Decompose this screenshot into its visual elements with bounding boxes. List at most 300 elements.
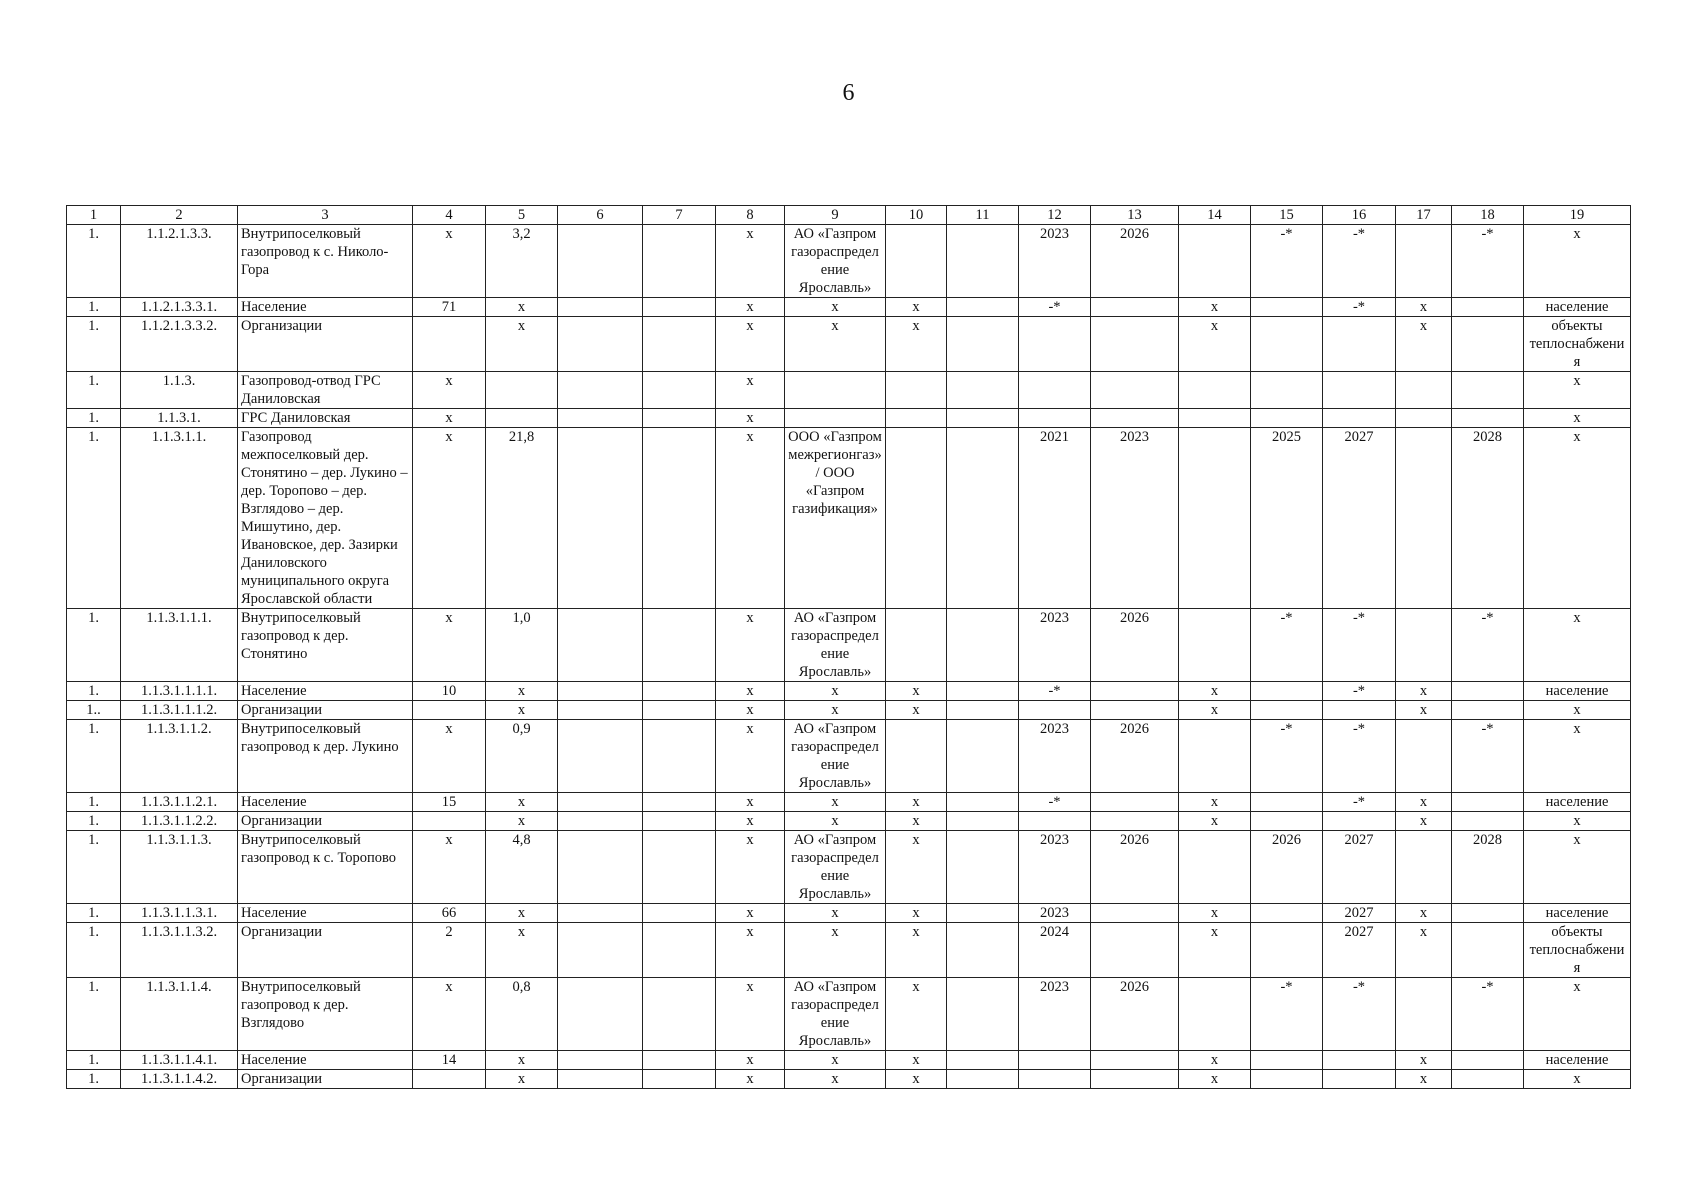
table-cell xyxy=(558,428,643,609)
table-cell: х xyxy=(413,409,486,428)
table-cell: Организации xyxy=(238,1070,413,1089)
table-cell: 2027 xyxy=(1323,923,1396,978)
column-number: 12 xyxy=(1019,206,1091,225)
table-cell: 1.1.3.1.1.3.2. xyxy=(121,923,238,978)
table-cell: Газопровод межпоселковый дер. Стонятино – дер. Лукино – дер. Торопово – дер. Взглядово – дер. Мишутино, дер. Ивановское, дер. Зазирки Даниловского муниципального округа Ярославской области xyxy=(238,428,413,609)
table-cell: 2023 xyxy=(1019,978,1091,1051)
column-number: 14 xyxy=(1179,206,1251,225)
table-row xyxy=(67,1051,1631,1070)
table-cell: 2023 xyxy=(1019,609,1091,682)
table-cell: х xyxy=(716,609,785,682)
column-number: 4 xyxy=(413,206,486,225)
table-cell xyxy=(1091,409,1179,428)
table-cell: х xyxy=(413,225,486,298)
table-cell: х xyxy=(886,701,947,720)
table-cell: 2026 xyxy=(1251,831,1323,904)
table-cell: 1.1.3.1.1.1. xyxy=(121,609,238,682)
table-row xyxy=(67,904,1631,923)
table-cell: х xyxy=(1524,720,1631,793)
table-cell: 2028 xyxy=(1452,831,1524,904)
table-cell: х xyxy=(486,682,558,701)
table-cell: х xyxy=(1396,298,1452,317)
table-cell: объекты теплоснабжения xyxy=(1524,923,1631,978)
table-cell: х xyxy=(1524,225,1631,298)
table-cell: х xyxy=(1396,812,1452,831)
table-row xyxy=(67,812,1631,831)
table-cell: -* xyxy=(1019,793,1091,812)
table-cell: 1. xyxy=(67,831,121,904)
table-cell: Внутрипоселковый газопровод к с. Николо-Гора xyxy=(238,225,413,298)
table-cell xyxy=(1396,978,1452,1051)
table-cell xyxy=(1396,831,1452,904)
gas-pipeline-table xyxy=(66,205,1631,1089)
table-cell: -* xyxy=(1452,609,1524,682)
table-cell: 1.1.3.1.1.1.1. xyxy=(121,682,238,701)
table-cell xyxy=(1251,372,1323,409)
table-cell: 1. xyxy=(67,682,121,701)
table-cell xyxy=(947,409,1019,428)
table-cell xyxy=(1452,298,1524,317)
column-number: 9 xyxy=(785,206,886,225)
table-cell xyxy=(558,609,643,682)
table-cell: х xyxy=(1524,978,1631,1051)
table-cell: 1.1.2.1.3.3.1. xyxy=(121,298,238,317)
table-row xyxy=(67,701,1631,720)
table-cell: х xyxy=(886,904,947,923)
table-cell: х xyxy=(716,793,785,812)
table-cell xyxy=(947,1070,1019,1089)
table-cell: -* xyxy=(1251,720,1323,793)
table-cell: х xyxy=(1396,923,1452,978)
table-cell xyxy=(947,372,1019,409)
table-cell xyxy=(413,701,486,720)
column-number: 16 xyxy=(1323,206,1396,225)
table-cell xyxy=(558,317,643,372)
table-cell: 2023 xyxy=(1019,225,1091,298)
table-row xyxy=(67,609,1631,682)
table-cell xyxy=(947,609,1019,682)
table-row xyxy=(67,978,1631,1051)
table-cell xyxy=(947,428,1019,609)
table-cell: х xyxy=(886,1051,947,1070)
table-cell xyxy=(1323,812,1396,831)
table-row xyxy=(67,720,1631,793)
table-row xyxy=(67,923,1631,978)
table-cell xyxy=(947,812,1019,831)
table-row xyxy=(67,409,1631,428)
table-cell: Организации xyxy=(238,701,413,720)
table-cell: 1. xyxy=(67,409,121,428)
table-cell: х xyxy=(785,1070,886,1089)
table-cell xyxy=(886,409,947,428)
table-cell: население xyxy=(1524,1051,1631,1070)
table-cell xyxy=(1396,225,1452,298)
table-cell: х xyxy=(716,720,785,793)
table-cell xyxy=(1323,317,1396,372)
table-cell: -* xyxy=(1251,225,1323,298)
table-cell xyxy=(947,923,1019,978)
table-cell: 1.1.3. xyxy=(121,372,238,409)
table-cell: х xyxy=(785,793,886,812)
table-cell: Организации xyxy=(238,923,413,978)
table-cell: х xyxy=(486,701,558,720)
table-cell xyxy=(558,298,643,317)
table-cell: 21,8 xyxy=(486,428,558,609)
column-number: 5 xyxy=(486,206,558,225)
table-cell: х xyxy=(1396,317,1452,372)
table-cell: Население xyxy=(238,904,413,923)
table-cell xyxy=(1452,317,1524,372)
table-cell: х xyxy=(886,1070,947,1089)
table-cell xyxy=(1452,904,1524,923)
table-cell: х xyxy=(486,298,558,317)
table-cell: х xyxy=(1179,317,1251,372)
table-cell xyxy=(1091,701,1179,720)
table-cell: 2023 xyxy=(1019,904,1091,923)
table-cell xyxy=(1251,904,1323,923)
table-cell xyxy=(486,409,558,428)
table-cell: х xyxy=(486,1051,558,1070)
table-cell: х xyxy=(413,720,486,793)
table-cell xyxy=(1251,1051,1323,1070)
table-cell: х xyxy=(886,812,947,831)
table-cell xyxy=(1091,793,1179,812)
table-row xyxy=(67,793,1631,812)
table-cell: 1,0 xyxy=(486,609,558,682)
table-cell xyxy=(947,701,1019,720)
table-cell: 2025 xyxy=(1251,428,1323,609)
table-cell xyxy=(1452,701,1524,720)
table-cell: х xyxy=(886,298,947,317)
table-cell: 14 xyxy=(413,1051,486,1070)
table-cell xyxy=(643,682,716,701)
table-cell: -* xyxy=(1323,298,1396,317)
table-cell: население xyxy=(1524,298,1631,317)
table-cell: -* xyxy=(1323,978,1396,1051)
table-cell xyxy=(643,298,716,317)
table-cell: 1.1.3.1.1.1.2. xyxy=(121,701,238,720)
table-cell: 1. xyxy=(67,978,121,1051)
table-cell xyxy=(1396,720,1452,793)
table-cell xyxy=(1323,701,1396,720)
table-cell xyxy=(1019,812,1091,831)
table-cell xyxy=(1452,682,1524,701)
table-cell xyxy=(1251,793,1323,812)
table-cell: х xyxy=(413,428,486,609)
table-cell: 1.1.3.1.1.2.1. xyxy=(121,793,238,812)
table-cell: 1. xyxy=(67,372,121,409)
table-cell: 1. xyxy=(67,1051,121,1070)
table-cell xyxy=(1179,428,1251,609)
table-cell xyxy=(1091,372,1179,409)
column-number: 13 xyxy=(1091,206,1179,225)
table-cell: ООО «Газпром межрегионгаз»/ ООО «Газпром газификация» xyxy=(785,428,886,609)
table-cell xyxy=(886,428,947,609)
table-cell: х xyxy=(1396,682,1452,701)
column-number: 15 xyxy=(1251,206,1323,225)
table-cell: 1.1.2.1.3.3.2. xyxy=(121,317,238,372)
table-cell: АО «Газпром газораспределение Ярославль» xyxy=(785,831,886,904)
table-cell xyxy=(1091,298,1179,317)
table-cell: х xyxy=(1396,1051,1452,1070)
table-cell: 2027 xyxy=(1323,831,1396,904)
table-cell: х xyxy=(716,904,785,923)
table-cell: Организации xyxy=(238,812,413,831)
table-cell xyxy=(643,701,716,720)
table-cell: 2026 xyxy=(1091,831,1179,904)
table-cell: 1. xyxy=(67,317,121,372)
table-cell: х xyxy=(486,812,558,831)
table-cell xyxy=(1019,701,1091,720)
table-cell xyxy=(643,409,716,428)
table-cell xyxy=(1323,409,1396,428)
table-cell xyxy=(643,793,716,812)
table-cell xyxy=(558,409,643,428)
table-cell: 2023 xyxy=(1091,428,1179,609)
table-cell: -* xyxy=(1251,978,1323,1051)
column-number: 18 xyxy=(1452,206,1524,225)
table-cell xyxy=(558,225,643,298)
table-cell xyxy=(643,978,716,1051)
table-cell: 1.1.3.1.1.4.2. xyxy=(121,1070,238,1089)
table-row xyxy=(67,298,1631,317)
table-cell: население xyxy=(1524,793,1631,812)
table-cell: АО «Газпром газораспределение Ярославль» xyxy=(785,609,886,682)
table-cell xyxy=(1251,298,1323,317)
table-cell xyxy=(643,609,716,682)
table-cell xyxy=(1179,225,1251,298)
table-cell xyxy=(947,904,1019,923)
table-cell xyxy=(1019,409,1091,428)
table-cell: население xyxy=(1524,682,1631,701)
table-cell: Население xyxy=(238,682,413,701)
table-cell: х xyxy=(486,793,558,812)
table-cell: х xyxy=(886,923,947,978)
table-cell: 1.1.2.1.3.3. xyxy=(121,225,238,298)
table-cell xyxy=(1452,793,1524,812)
table-cell: Население xyxy=(238,298,413,317)
table-cell: 1.1.3.1.1.2. xyxy=(121,720,238,793)
table-cell xyxy=(558,1051,643,1070)
table-cell xyxy=(785,409,886,428)
table-cell: -* xyxy=(1323,793,1396,812)
table-cell xyxy=(1019,1070,1091,1089)
table-cell xyxy=(1019,317,1091,372)
table-cell: -* xyxy=(1323,720,1396,793)
table-cell: х xyxy=(716,372,785,409)
table-cell: 2026 xyxy=(1091,225,1179,298)
table-cell: АО «Газпром газораспределение Ярославль» xyxy=(785,720,886,793)
table-cell: 1. xyxy=(67,609,121,682)
table-cell xyxy=(643,812,716,831)
table-cell: -* xyxy=(1452,978,1524,1051)
table-cell xyxy=(486,372,558,409)
table-cell xyxy=(947,793,1019,812)
table-cell: х xyxy=(785,701,886,720)
table-cell xyxy=(558,372,643,409)
table-cell xyxy=(1323,1051,1396,1070)
table-cell: 2 xyxy=(413,923,486,978)
table-cell: х xyxy=(1524,428,1631,609)
table-cell: х xyxy=(785,298,886,317)
table-cell: х xyxy=(886,978,947,1051)
table-cell: Организации xyxy=(238,317,413,372)
table-cell: 2024 xyxy=(1019,923,1091,978)
page-number: 6 xyxy=(842,80,855,106)
table-cell xyxy=(558,831,643,904)
table-cell: х xyxy=(716,1051,785,1070)
table-cell: х xyxy=(1179,682,1251,701)
table-cell: -* xyxy=(1323,225,1396,298)
table-cell: 2021 xyxy=(1019,428,1091,609)
table-cell xyxy=(413,317,486,372)
table-cell: 2027 xyxy=(1323,428,1396,609)
table-cell: х xyxy=(1396,793,1452,812)
table-cell: население xyxy=(1524,904,1631,923)
table-cell xyxy=(886,372,947,409)
table-cell xyxy=(1091,1070,1179,1089)
table-cell: х xyxy=(1179,904,1251,923)
table-cell: 2026 xyxy=(1091,720,1179,793)
table-cell: х xyxy=(486,317,558,372)
table-cell xyxy=(643,831,716,904)
table-cell: х xyxy=(716,682,785,701)
table-cell xyxy=(1452,1070,1524,1089)
table-cell: х xyxy=(1524,812,1631,831)
table-cell xyxy=(947,720,1019,793)
table-cell xyxy=(1452,1051,1524,1070)
table-cell: х xyxy=(716,978,785,1051)
table-cell xyxy=(1091,904,1179,923)
table-cell: х xyxy=(785,923,886,978)
table-cell: х xyxy=(716,428,785,609)
table-cell: х xyxy=(785,1051,886,1070)
table-cell xyxy=(1396,428,1452,609)
table-cell: х xyxy=(1179,923,1251,978)
table-cell: Внутрипоселковый газопровод к с. Торопово xyxy=(238,831,413,904)
table-cell: х xyxy=(1396,904,1452,923)
table-cell xyxy=(643,225,716,298)
table-cell: х xyxy=(785,904,886,923)
table-cell xyxy=(1251,317,1323,372)
table-cell xyxy=(643,923,716,978)
table-row xyxy=(67,831,1631,904)
table-cell: 1.1.3.1.1.2.2. xyxy=(121,812,238,831)
table-cell: х xyxy=(886,793,947,812)
table-cell: х xyxy=(716,317,785,372)
table-cell: х xyxy=(1179,298,1251,317)
table-cell xyxy=(947,317,1019,372)
table-cell xyxy=(1179,409,1251,428)
table-cell: -* xyxy=(1323,609,1396,682)
table-cell xyxy=(643,428,716,609)
table-cell: 1.1.3.1.1.4.1. xyxy=(121,1051,238,1070)
table-cell xyxy=(1019,372,1091,409)
table-cell xyxy=(886,225,947,298)
table-cell: 15 xyxy=(413,793,486,812)
table-cell xyxy=(643,1070,716,1089)
table-cell: объекты теплоснабжения xyxy=(1524,317,1631,372)
table-cell xyxy=(413,1070,486,1089)
table-cell: 1. xyxy=(67,1070,121,1089)
table-cell: х xyxy=(1179,793,1251,812)
table-cell xyxy=(1179,978,1251,1051)
table-cell xyxy=(947,978,1019,1051)
table-cell: х xyxy=(886,317,947,372)
table-cell xyxy=(558,1070,643,1089)
table-cell: х xyxy=(1396,701,1452,720)
table-cell: 1.1.3.1.1.3.1. xyxy=(121,904,238,923)
table-cell xyxy=(1251,1070,1323,1089)
table-cell xyxy=(413,812,486,831)
table-cell: Население xyxy=(238,793,413,812)
table-cell: 3,2 xyxy=(486,225,558,298)
table-cell: Население xyxy=(238,1051,413,1070)
table-cell: х xyxy=(886,682,947,701)
table-cell: 2023 xyxy=(1019,720,1091,793)
table-cell xyxy=(1091,317,1179,372)
table-cell: х xyxy=(486,904,558,923)
table-cell xyxy=(947,682,1019,701)
table-row xyxy=(67,428,1631,609)
table-cell: 1. xyxy=(67,298,121,317)
table-cell: х xyxy=(1524,1070,1631,1089)
table-cell: 2026 xyxy=(1091,609,1179,682)
table-cell xyxy=(558,978,643,1051)
table-cell: 66 xyxy=(413,904,486,923)
table-header-row xyxy=(67,206,1631,225)
table-cell: 1.1.3.1.1.4. xyxy=(121,978,238,1051)
table-cell: х xyxy=(1524,831,1631,904)
column-number: 17 xyxy=(1396,206,1452,225)
table-cell xyxy=(643,904,716,923)
table-cell xyxy=(558,923,643,978)
table-cell: х xyxy=(1524,409,1631,428)
table-cell xyxy=(1091,1051,1179,1070)
column-number: 8 xyxy=(716,206,785,225)
table-cell xyxy=(886,720,947,793)
table-cell: 1.1.3.1.1.3. xyxy=(121,831,238,904)
table-cell: х xyxy=(886,831,947,904)
table-row xyxy=(67,1070,1631,1089)
table-cell: Внутрипоселковый газопровод к дер. Стонятино xyxy=(238,609,413,682)
table-cell: 0,8 xyxy=(486,978,558,1051)
table-cell: 1. xyxy=(67,904,121,923)
table-cell: Внутрипоселковый газопровод к дер. Лукино xyxy=(238,720,413,793)
table-cell: 0,9 xyxy=(486,720,558,793)
table-cell: 1. xyxy=(67,428,121,609)
table-cell xyxy=(1179,831,1251,904)
table-cell: 1. xyxy=(67,225,121,298)
column-number: 6 xyxy=(558,206,643,225)
table-cell xyxy=(643,317,716,372)
table-cell xyxy=(558,701,643,720)
table-cell: 2028 xyxy=(1452,428,1524,609)
table-cell xyxy=(785,372,886,409)
table-cell xyxy=(1091,923,1179,978)
table-row xyxy=(67,225,1631,298)
table-cell: ГРС Даниловская xyxy=(238,409,413,428)
column-number: 10 xyxy=(886,206,947,225)
table-cell: х xyxy=(716,812,785,831)
table-cell: х xyxy=(1524,701,1631,720)
table-cell: х xyxy=(716,409,785,428)
table-cell: х xyxy=(716,225,785,298)
table-cell xyxy=(1019,1051,1091,1070)
table-cell xyxy=(1091,812,1179,831)
table-cell xyxy=(1091,682,1179,701)
table-cell xyxy=(1452,812,1524,831)
